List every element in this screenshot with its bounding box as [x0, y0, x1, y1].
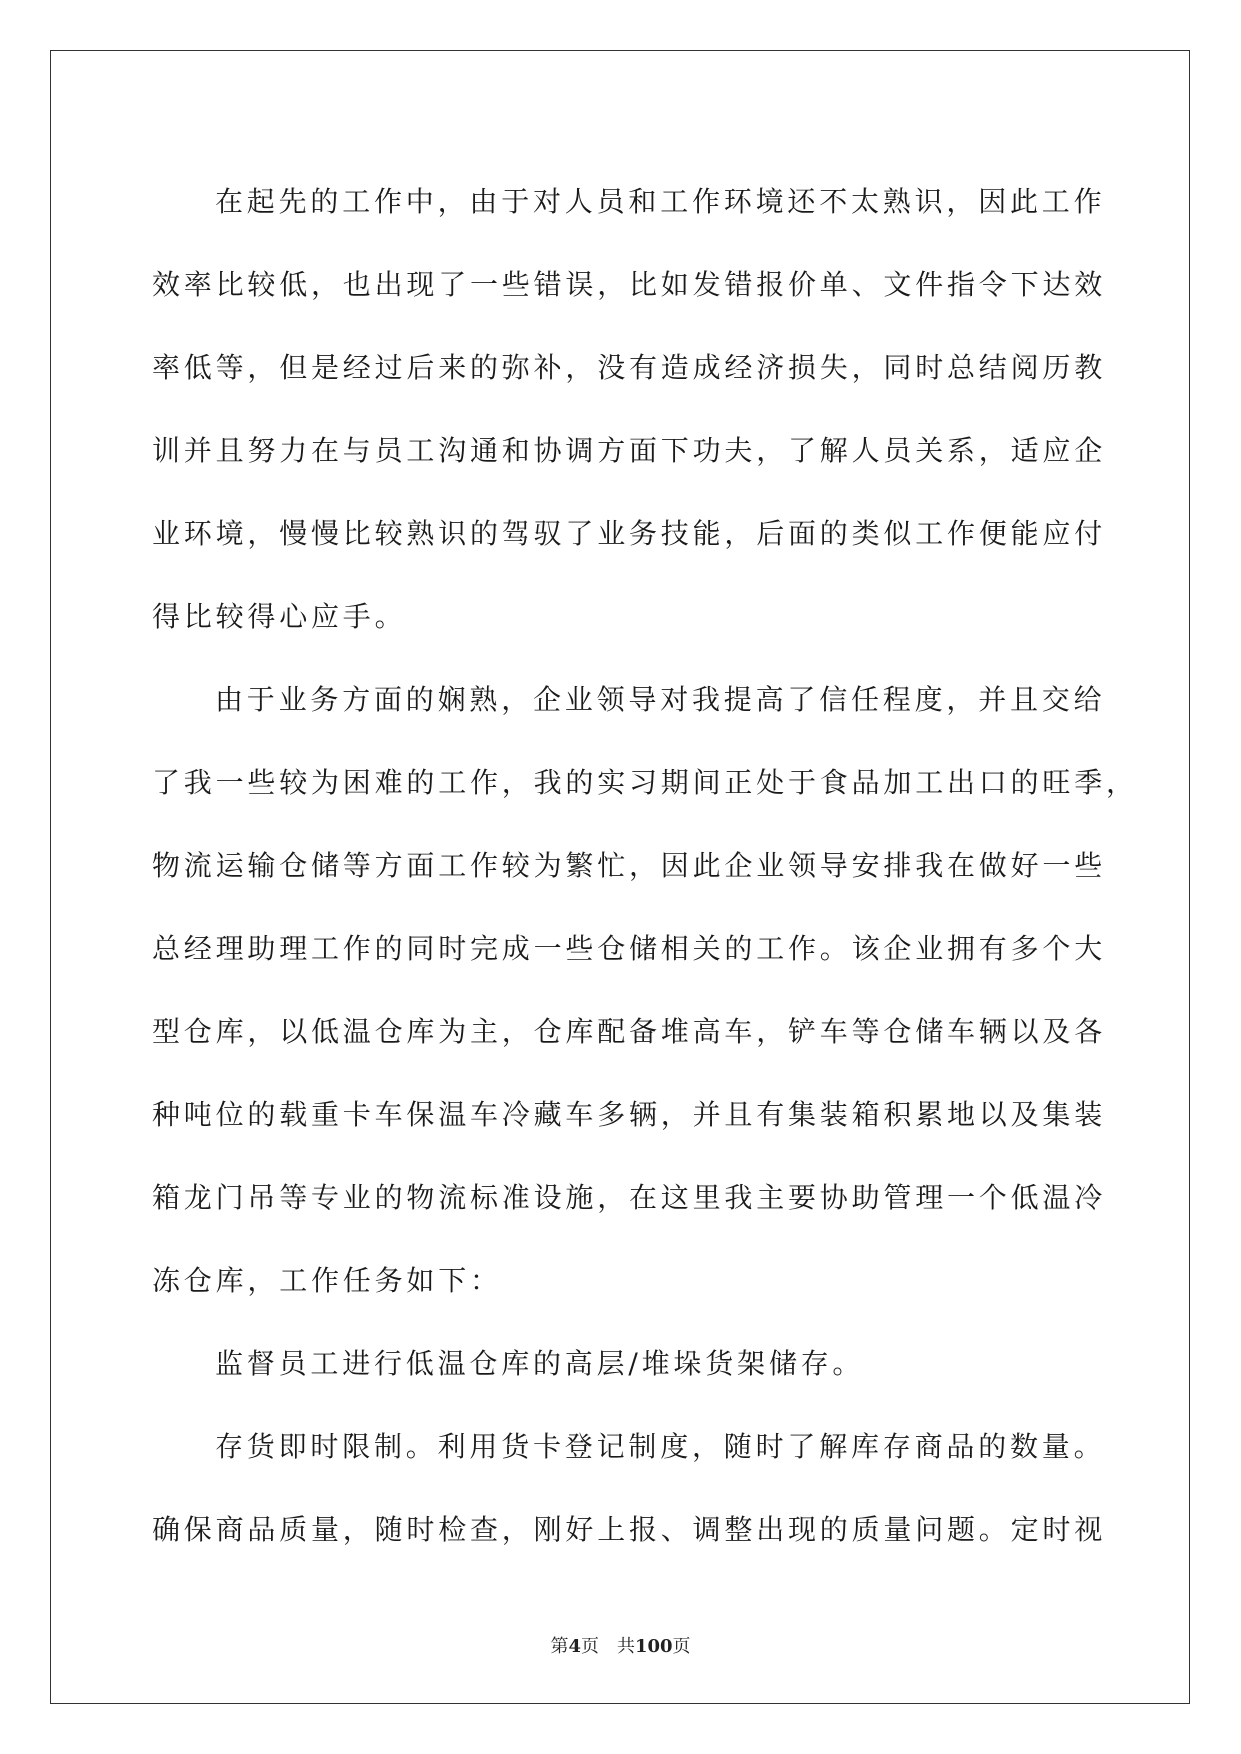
- document-body: [152, 160, 1138, 1571]
- total-prefix: 共: [616, 1636, 635, 1657]
- paragraph-1-line-5: 业环境，慢慢比较熟识的驾驭了业务技能，后面的类似工作便能应付: [152, 517, 1107, 550]
- paragraph-1-line-1: 在起先的工作中，由于对人员和工作环境还不太熟识，因此工作: [215, 185, 1106, 218]
- paragraph-1-line-3: 率低等，但是经过后来的弥补，没有造成经济损失，同时总结阅历教: [152, 351, 1107, 384]
- paragraph-1-line-4: 训并且努力在与员工沟通和协调方面下功夫，了解人员关系，适应企: [152, 434, 1107, 467]
- paragraph-2-line-6: 种吨位的载重卡车保温车冷藏车多辆，并且有集装箱积累地以及集装: [152, 1098, 1107, 1131]
- total-suffix: 页: [672, 1636, 691, 1657]
- paragraph-2-line-4: 总经理助理工作的同时完成一些仓储相关的工作。该企业拥有多个大: [152, 932, 1107, 965]
- paragraph-3-line-1: 监督员工进行低温仓库的高层/堆垛货架储存。: [215, 1347, 865, 1380]
- paragraph-2-line-8: 冻仓库，工作任务如下：: [152, 1264, 502, 1297]
- paragraph-2-line-5: 型仓库，以低温仓库为主，仓库配备堆高车，铲车等仓储车辆以及各: [152, 1015, 1107, 1048]
- page-footer: [0, 1632, 1241, 1658]
- paragraph-1-line-6: 得比较得心应手。: [152, 600, 407, 633]
- paragraph-4-line-2: 确保商品质量，随时检查，刚好上报、调整出现的质量问题。定时视: [152, 1513, 1107, 1546]
- paragraph-1-line-2: 效率比较低，也出现了一些错误，比如发错报价单、文件指令下达效: [152, 268, 1107, 301]
- page-number: 4: [568, 1636, 581, 1657]
- paragraph-4-line-1: 存货即时限制。利用货卡登记制度，随时了解库存商品的数量。: [215, 1430, 1106, 1463]
- page-suffix: 页: [580, 1636, 599, 1657]
- paragraph-2-line-1: 由于业务方面的娴熟，企业领导对我提高了信任程度，并且交给: [215, 683, 1106, 716]
- paragraph-2-line-7: 箱龙门吊等专业的物流标准设施，在这里我主要协助管理一个低温冷: [152, 1181, 1107, 1214]
- page-prefix: 第: [550, 1636, 569, 1657]
- paragraph-2-line-2: 了我一些较为困难的工作，我的实习期间正处于食品加工出口的旺季，: [152, 766, 1138, 799]
- total-pages: 100: [634, 1636, 673, 1657]
- paragraph-2-line-3: 物流运输仓储等方面工作较为繁忙，因此企业领导安排我在做好一些: [152, 849, 1107, 882]
